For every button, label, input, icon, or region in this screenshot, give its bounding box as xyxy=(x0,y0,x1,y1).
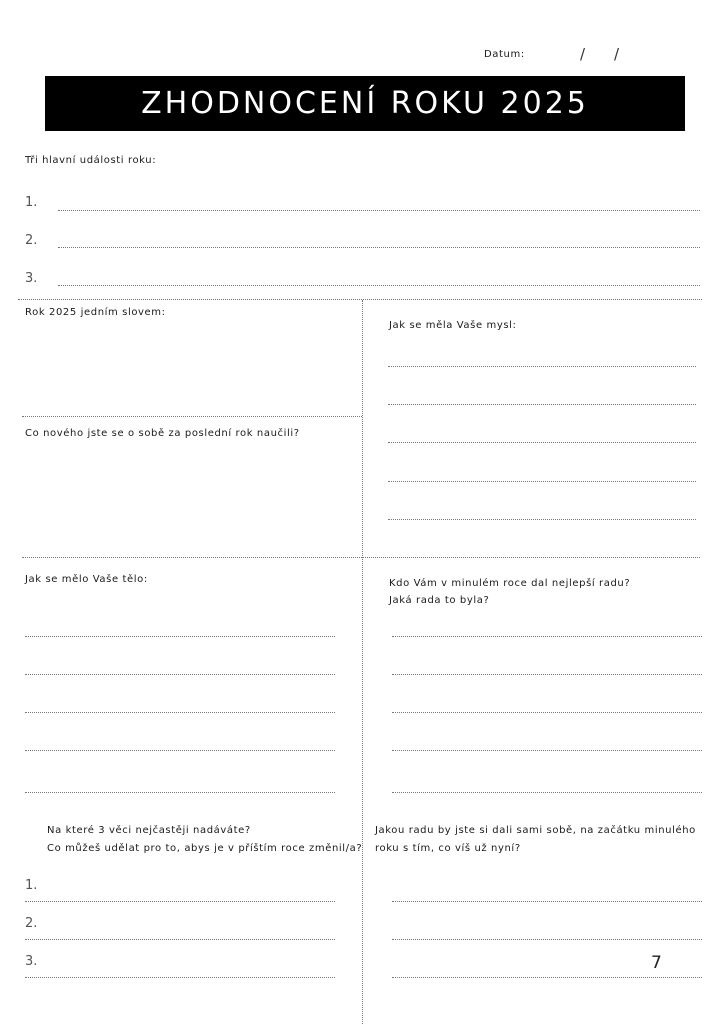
section-divider xyxy=(18,299,702,300)
event-line[interactable] xyxy=(58,210,700,211)
self-advice-prompt-line1: Jakou radu by jste si dali sami sobě, na začátku minulého xyxy=(375,825,696,836)
body-line[interactable] xyxy=(25,636,335,637)
event-number: 3. xyxy=(25,271,38,286)
complain-number: 2. xyxy=(25,916,38,931)
page-title: ZHODNOCENÍ ROKU 2025 xyxy=(141,86,589,121)
complain-number: 1. xyxy=(25,878,38,893)
advice-line[interactable] xyxy=(392,636,702,637)
complain-prompt-line1: Na které 3 věci nejčastěji nadáváte? xyxy=(47,825,251,836)
title-banner xyxy=(45,76,685,131)
date-separator: / xyxy=(614,45,620,63)
advice-line[interactable] xyxy=(392,674,702,675)
body-line[interactable] xyxy=(25,712,335,713)
self-advice-line[interactable] xyxy=(392,901,702,902)
word-prompt: Rok 2025 jedním slovem: xyxy=(25,307,166,318)
column-divider xyxy=(362,300,363,1024)
event-number: 2. xyxy=(25,233,38,248)
body-prompt: Jak se mělo Vaše tělo: xyxy=(25,574,148,585)
event-line[interactable] xyxy=(58,247,700,248)
complain-line[interactable] xyxy=(25,939,335,940)
mind-line[interactable] xyxy=(388,481,696,482)
events-prompt: Tři hlavní události roku: xyxy=(25,155,157,166)
mind-line[interactable] xyxy=(388,442,696,443)
advice-line[interactable] xyxy=(392,792,702,793)
body-line[interactable] xyxy=(25,750,335,751)
page-number: 7 xyxy=(651,953,662,973)
date-label: Datum: xyxy=(484,49,525,60)
self-advice-prompt-line2: roku s tím, co víš už nyní? xyxy=(375,843,521,854)
self-advice-line[interactable] xyxy=(392,939,702,940)
complain-number: 3. xyxy=(25,954,38,969)
advice-line[interactable] xyxy=(392,750,702,751)
event-number: 1. xyxy=(25,195,38,210)
mind-line[interactable] xyxy=(388,366,696,367)
date-separator: / xyxy=(580,45,586,63)
mind-line[interactable] xyxy=(388,519,696,520)
body-line[interactable] xyxy=(25,792,335,793)
complain-prompt-line2: Co můžeš udělat pro to, abys je v příštím roce změnil/a? xyxy=(47,843,363,854)
mind-line[interactable] xyxy=(388,404,696,405)
mind-prompt: Jak se měla Vaše mysl: xyxy=(389,320,517,331)
advice-prompt-line1: Kdo Vám v minulém roce dal nejlepší radu? xyxy=(389,578,631,589)
section-divider xyxy=(22,416,362,417)
section-divider xyxy=(22,557,700,558)
self-advice-line[interactable] xyxy=(392,977,702,978)
learned-prompt: Co nového jste se o sobě za poslední rok naučili? xyxy=(25,428,300,439)
body-line[interactable] xyxy=(25,674,335,675)
complain-line[interactable] xyxy=(25,901,335,902)
advice-line[interactable] xyxy=(392,712,702,713)
advice-prompt-line2: Jaká rada to byla? xyxy=(389,595,490,606)
complain-line[interactable] xyxy=(25,977,335,978)
event-line[interactable] xyxy=(58,285,700,286)
